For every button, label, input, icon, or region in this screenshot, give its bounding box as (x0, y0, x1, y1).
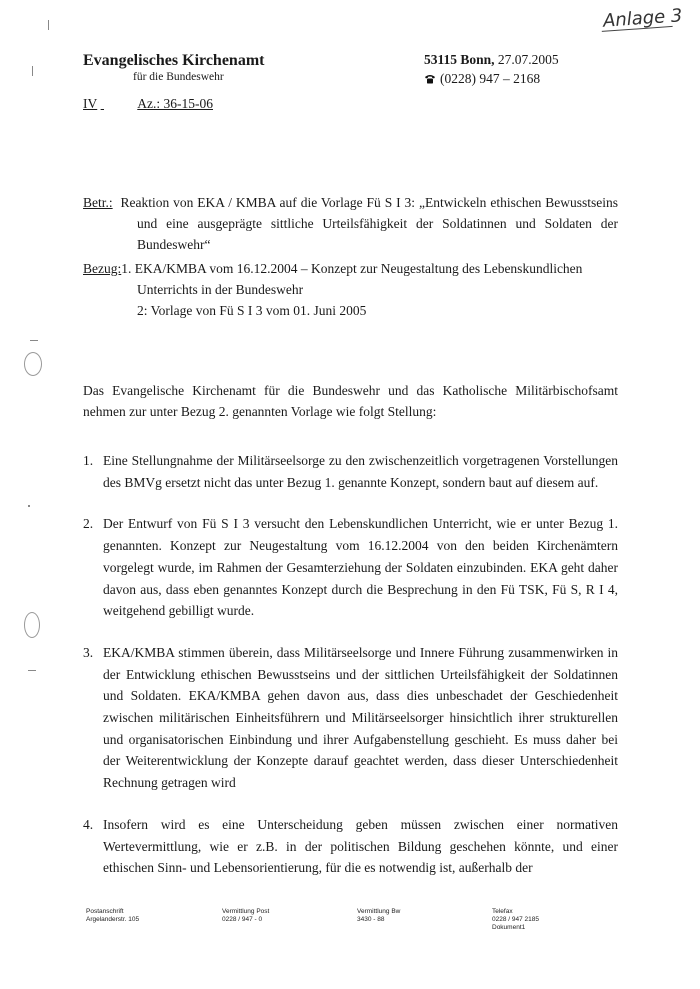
bezug-item-2: 2: Vorlage von Fü S I 3 vom 01. Juni 2005 (137, 303, 367, 318)
footer-postal: Postanschrift Argelanderstr. 105 (86, 908, 140, 923)
handwritten-annotation: Anlage 3 (601, 5, 683, 32)
ref-az: Az.: 36-15-06 (137, 96, 213, 111)
org-subtitle: für die Bundeswehr (133, 71, 224, 83)
statement-list (83, 450, 618, 899)
margin-tick (32, 66, 33, 76)
footer-fax: Telefax 0228 / 947 2185 Dokument1 (492, 908, 539, 931)
bezug-label: Bezug: (83, 261, 122, 276)
intro-paragraph: Das Evangelische Kirchenamt für die Bundeswehr und das Katholische Militärbischofsamt nehmen zur unter Bezug 2. genannten Vorlage wie folgt Stellung: (83, 383, 618, 419)
subject-label: Betr.: (83, 195, 113, 210)
footer-switchboard-bw: Vermittlung Bw 3430 - 88 (357, 908, 401, 923)
subject-block (83, 192, 618, 255)
bezug-item-1: 1. EKA/KMBA vom 16.12.2004 – Konzept zur Neugestaltung des Lebenskundlichen Unterrichts in der Bundeswehr (121, 261, 583, 297)
phone-icon (424, 74, 436, 84)
postal-city: 53115 Bonn, (424, 52, 495, 67)
list-item: 3. EKA/KMBA stimmen überein, dass Militärseelsorge und Innere Führung zusammenwirken in der Entwicklung ethischen Bewusstseins und der sittlichen Urteilsfähigkeit der Soldatinnen und Soldaten. EKA/KMBA gehen davon aus, dass dies unbeschadet der Geschiedenheit zwischen militärischen Einheitsführern und Militärseelsorger hinsichtlich ihrer strukturellen und organisatorischen Einbindung und ihrer Aufgabenstellung geschieht. Es muss daher bei der Weiterentwicklung der Konzepte darauf geachtet werden, dass dieser Unterschiedenheit Rechnung getragen wird (83, 644, 618, 791)
address-date (424, 52, 559, 68)
ref-department: IV (83, 96, 98, 111)
bezug-block (83, 258, 618, 321)
list-item: 1. Eine Stellungnahme der Militärseelsorge zu den zwischenzeitlich vorgetragenen Vorstellungen des BMVg ersetzt nicht das unter Bezug 1. genannte Konzept, sondern baut auf diesem auf. (83, 453, 618, 490)
margin-tick (30, 340, 38, 341)
punch-hole (24, 352, 42, 376)
margin-tick (48, 20, 49, 30)
reference-line (83, 96, 213, 112)
list-item: 2. Der Entwurf von Fü S I 3 versucht den Lebenskundlichen Unterricht, wie er unter Bezug 1. genannten. Konzept zur Neugestaltung vom 16.12.2004 von den beiden Kirchenämtern vorgelegt wurde, im Rahmen der Gesamterziehung der Soldaten einzubinden. EKA geht daher davon aus, dass eben genanntes Konzept durch die Besprechung in den Fü TSK, Fü S, R I 4, weitgehend gebilligt wurde. (83, 516, 618, 619)
footer-switchboard-post: Vermittlung Post 0228 / 947 - 0 (222, 908, 270, 923)
org-name: Evangelisches Kirchenamt (83, 52, 265, 69)
phone-line (424, 71, 540, 87)
margin-tick (28, 505, 30, 507)
list-item: 4. Insofern wird es eine Unterscheidung geben müssen zwischen einer normativen Wertevermittlung, wie er z.B. in der politischen Bildung geschehen könnte, und einer ethischen Sinn- und Lebensorientierung, für die es notwendig ist, außerhalb der (83, 816, 618, 876)
punch-hole (24, 612, 40, 638)
phone-number: (0228) 947 – 2168 (440, 71, 541, 86)
letter-date: 27.07.2005 (497, 52, 559, 67)
subject-text: Reaktion von EKA / KMBA auf die Vorlage Fü S I 3: „Entwickeln ethischen Bewusstseins und eine ausgeprägte sittliche Urteilsfähigkeit der Soldatinnen und Soldaten der Bundeswehr“ (120, 195, 619, 252)
margin-tick (28, 670, 36, 671)
